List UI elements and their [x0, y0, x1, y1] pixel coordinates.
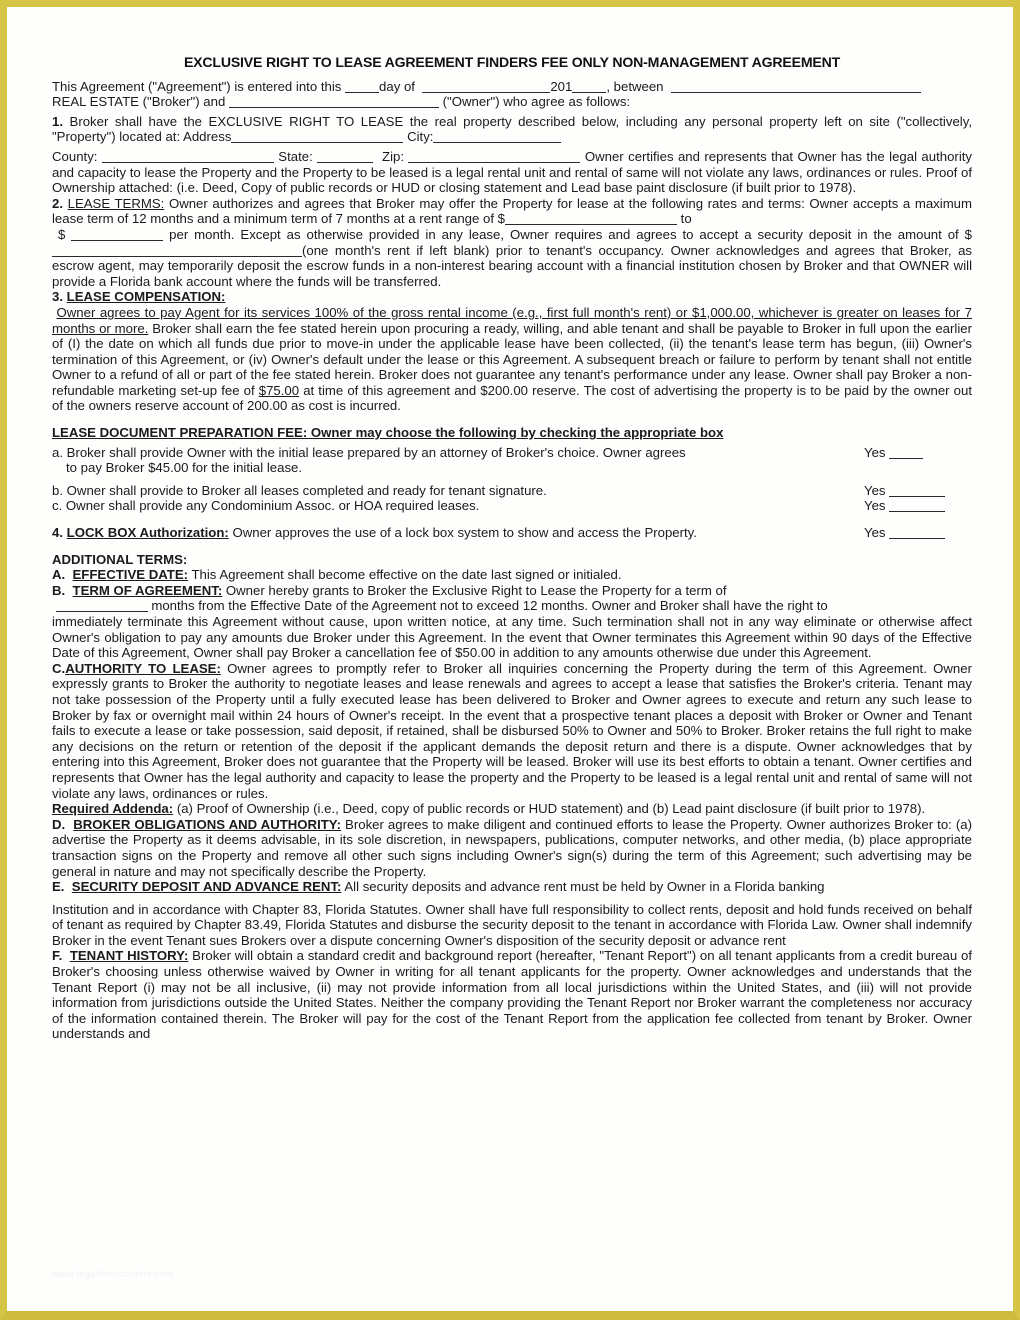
clause-2-text-b: to — [680, 211, 692, 227]
intro-line2-b: ("Owner") who agree as follows: — [442, 94, 631, 110]
term-a-heading: EFFECTIVE DATE: — [72, 567, 189, 583]
prep-fee-item-c-text: c. Owner shall provide any Condominium Assoc. or HOA required leases. — [52, 498, 480, 514]
term-d — [52, 817, 972, 879]
prep-fee-item-c — [52, 498, 972, 514]
term-f-text: Broker will obtain a standard credit and background report (hereafter, "Tenant Report") on all tenant applicants from a credit bureau of Broker's choosing unless otherwise waived by Owner in writing for all tenant applicants for the property. Owner acknowledges and understands that the Tenant Report (i) may not be all inclusive, (ii) may not provide information from all local jurisdictions within the United States, and (iii) will not provide information from jurisdictions outside the United States. Neither the company providing the Tenant Report nor Broker warrant the completeness nor accuracy of the information contained therein. The Broker will pay for the cost of the Tenant Report from the application fee collected from tenant by Broker. Owner understands and — [52, 948, 973, 1042]
clause-2-text-d: (one month's rent if left blank) prior to tenant's occupancy. Owner acknowledges and agrees that Broker, as escrow agent, may temporarily deposit the escrow funds in a non-interest bearing account with a financial institution chosen by Broker and that OWNER will provide a Florida bank account where the funds will be transferred. — [52, 242, 972, 289]
prep-fee-heading-text: LEASE DOCUMENT PREPARATION FEE: Owner may choose the following by checking the appropriate box — [52, 425, 724, 441]
intro-paragraph — [52, 79, 972, 95]
prep-fee-item-a-text: a. Broker shall provide Owner with the initial lease prepared by an attorney of Broker's choice. Owner agrees — [52, 444, 686, 460]
intro-line1-b: day of — [379, 78, 415, 94]
term-d-heading: BROKER OBLIGATIONS AND AUTHORITY: — [73, 816, 342, 832]
term-c-text: Owner agrees to promptly refer to Broker all inquiries concerning the Property during the term of this Agreement. Owner expressly grants to Broker the authority to negotiate leases and lease renewals and agrees to accept a lease that satisfies the Broker's criteria. Tenant may not take possession of the Property until a fully executed lease has been delivered to Broker and Owner agrees to execute and return any such lease to Broker by fax or overnight mail within 24 hours of Owner's receipt. In the event that a prospective tenant places a deposit with Broker or Owner and Tenant fails to execute a lease or take possession, said deposit, if retained, shall be disbursed 50% to Owner and 50% to Broker. Broker retains the full right to make any decisions on the return or retention of the deposit if the applicant demands the deposit return and there is a dispute. Owner acknowledges that by entering into this Agreement, Broker does not guarantee that the Property will be leased. Broker will use its best efforts to obtain a tenant. Owner certifies and represents that Owner has the legal authority and capacity to lease the property and the Property to be leased is a legal rental unit and rental of same will not violate any laws, ordinances or rules. — [52, 660, 972, 801]
page-title: EXCLUSIVE RIGHT TO LEASE AGREEMENT FINDERS FEE ONLY NON-MANAGEMENT AGREEMENT — [183, 54, 841, 70]
clause-2-heading: LEASE TERMS: — [67, 195, 165, 211]
city-blank[interactable] — [433, 131, 561, 143]
clause-3-text-b: at time of this agreement and $200.00 reserve. The cost of advertising the property is to be paid by the owner out of the owners reserve account of 200.00 as cost is incurred. — [52, 382, 972, 414]
clause-4-text: Owner approves the use of a lock box system to show and access the Property. — [232, 525, 697, 541]
city-label: City: — [407, 129, 434, 145]
term-d-text: Broker agrees to make diligent and continued efforts to lease the Property. Owner authorizes Broker to: (a) advertise the Property as it deems advisable, in its sole discretion, in newspapers, publications, computer networks, and other media, (b) place appropriate transaction signs on the Property and remove all other such signs including Owner's sign(s) during the term of this Agreement; such advertising may be general in nature and may not specifically describe the Property. — [52, 816, 972, 879]
watermark: www.legalformsonline.com — [52, 1269, 175, 1280]
clause-1-number: 1. — [52, 113, 63, 129]
required-addenda-heading: Required Addenda: — [52, 801, 174, 817]
clause-2-paragraph — [52, 196, 972, 227]
term-a-letter: A. — [52, 567, 66, 583]
term-c-letter: C. — [52, 660, 66, 676]
term-b-line3 — [52, 614, 972, 661]
broker-name-blank[interactable] — [671, 81, 921, 93]
clause-1-paragraph — [52, 114, 972, 145]
additional-terms-heading — [52, 552, 972, 568]
intro-line2-a: REAL ESTATE ("Broker") and — [52, 94, 226, 110]
intro-paragraph-2 — [52, 94, 972, 110]
prep-fee-item-c-yes-label: Yes — [864, 498, 886, 514]
prep-fee-item-c-yes — [852, 498, 972, 514]
prep-fee-item-b — [52, 483, 972, 499]
prep-fee-item-b-yes-blank[interactable] — [889, 485, 945, 497]
intro-line1-a: This Agreement ("Agreement") is entered into this — [52, 78, 342, 94]
state-label: State: — [278, 148, 313, 164]
prep-fee-item-a-text2: to pay Broker $45.00 for the initial lease. — [66, 460, 303, 476]
county-blank[interactable] — [102, 151, 274, 163]
address-blank[interactable] — [231, 131, 403, 143]
additional-terms-heading-text: ADDITIONAL TERMS: — [52, 551, 188, 567]
clause-4-number: 4. — [52, 525, 63, 541]
zip-blank[interactable] — [408, 151, 580, 163]
term-f — [52, 948, 972, 1042]
term-b-heading: TERM OF AGREEMENT: — [72, 582, 223, 598]
clause-3-fee-amount: $75.00 — [258, 382, 300, 398]
prep-fee-item-b-text: b. Owner shall provide to Broker all leases completed and ready for tenant signature. — [52, 482, 547, 498]
clause-1-text-b: Owner certifies and represents that Owner has the legal authority and capacity to lease the Property and the Property to be leased is a legal rental unit and rental of same will not violate any laws, ordinances or rules. Proof of Ownership attached: (i.e. Deed, Copy of public records or HUD or closing statement and Lead base paint disclosure (if built prior to 1978). — [52, 148, 973, 196]
term-months-blank[interactable] — [56, 600, 148, 612]
prep-fee-item-c-yes-blank[interactable] — [889, 500, 945, 512]
term-f-heading: TENANT HISTORY: — [69, 948, 189, 964]
clause-2-dollar-sign: $ — [57, 226, 66, 242]
clause-4-text-block — [52, 525, 697, 541]
term-e-text-a: All security deposits and advance rent must be held by Owner in a Florida banking — [344, 879, 825, 895]
term-b-text-c: immediately terminate this Agreement without cause, upon written notice, at any time. Such termination shall not in any way eliminate or otherwise affect Owner's obligation to pay any amounts due Broker under this Agreement. In the event that Owner terminates this Agreement within 90 days of the Effective Date of this Agreement, Owner shall pay Broker a cancellation fee of $50.00 in addition to any amounts otherwise due under this Agreement. — [52, 614, 972, 661]
year-blank[interactable] — [572, 81, 606, 93]
clause-4-yes-label: Yes — [864, 525, 886, 541]
term-b-text-b: months from the Effective Date of the Agreement not to exceed 12 months. Owner and Broker shall have the right to — [151, 598, 828, 614]
intro-line1-d: , between — [606, 78, 664, 94]
intro-line1-c: 201 — [550, 78, 573, 94]
prep-fee-item-a-yes-blank[interactable] — [889, 447, 923, 459]
clause-3-underlined-text: Owner agrees to pay Agent for its services 100% of the gross rental income (e.g., first full month's rent) or $1,000.00, whichever is greater on leases for 7 months or more. — [52, 304, 972, 336]
term-c — [52, 661, 972, 801]
term-a-text: This Agreement shall become effective on the date last signed or initialed. — [191, 567, 622, 583]
clause-3-number: 3. — [52, 289, 63, 305]
document-body — [52, 55, 972, 1042]
clause-1-paragraph-2 — [52, 149, 972, 196]
owner-name-blank[interactable] — [229, 96, 439, 108]
clause-2-number: 2. — [52, 195, 63, 211]
required-addenda — [52, 801, 972, 817]
term-b-letter: B. — [52, 582, 66, 598]
document-page — [7, 7, 1013, 1311]
clause-1-text-a: Broker shall have the EXCLUSIVE RIGHT TO LEASE the real property described below, including any personal property left on site ("collectively, "Property") located at: Address — [52, 113, 972, 145]
term-b — [52, 583, 972, 599]
clause-2-paragraph-2 — [52, 227, 972, 289]
required-addenda-text: (a) Proof of Ownership (i.e., Deed, copy of public records or HUD statement) and (b) Lead paint disclosure (if built prior to 1978). — [176, 801, 926, 817]
prep-fee-heading — [52, 425, 972, 441]
day-blank[interactable] — [345, 81, 379, 93]
term-b-text-a: Owner hereby grants to Broker the Exclusive Right to Lease the Property for a term of — [225, 582, 727, 598]
term-b-line2 — [52, 598, 972, 614]
prep-fee-item-a-text-block — [52, 445, 686, 476]
prep-fee-item-a-yes — [852, 445, 972, 461]
term-a — [52, 567, 972, 583]
month-blank[interactable] — [422, 81, 550, 93]
prep-fee-item-c-text-block — [52, 498, 479, 514]
term-e-body — [52, 902, 972, 949]
clause-4-yes — [852, 525, 972, 541]
rent-range-low-blank[interactable] — [505, 213, 677, 225]
rent-range-high-blank[interactable] — [71, 229, 163, 241]
term-c-heading: AUTHORITY TO LEASE: — [65, 660, 221, 676]
term-d-letter: D. — [52, 816, 66, 832]
term-e-letter: E. — [52, 879, 65, 895]
term-e-text-b: Institution and in accordance with Chapter 83, Florida Statutes. Owner shall have full responsibility to collect rents, deposit and hold funds received on behalf of tenant as required by Chapter 83.49, Florida Statutes and disburse the security deposit to the tenant in accordance with Florida Law. Owner shall indemnify Broker in the event Tenant sues Brokers over a dispute concerning Owner's disposition of the security deposit or advance rent — [52, 901, 972, 948]
prep-fee-item-b-yes — [852, 483, 972, 499]
state-blank[interactable] — [317, 151, 373, 163]
term-e — [52, 879, 972, 895]
clause-3-heading: LEASE COMPENSATION: — [66, 289, 226, 305]
county-label: County: — [52, 148, 98, 164]
clause-4-row — [52, 525, 972, 541]
prep-fee-item-a — [52, 445, 972, 476]
clause-3-text-a: Broker shall earn the fee stated herein upon procuring a ready, willing, and able tenant and shall be payable to Broker in full upon the earlier of (I) the date on which all funds due prior to move-in under the applicable lease have been collected, (ii) the tenant's lease term has begun, (iii) Owner's termination of this Agreement, or (iv) Owner's default under the lease or this Agreement. A subsequent breach or failure to perform by tenant shall not entitle Owner to a refund of all or part of the fee stated herein. Broker does not guarantee any tenant's performance under any lease. Owner shall pay Broker a non-refundable marketing set-up fee of — [52, 320, 972, 398]
clause-3-heading-line — [52, 289, 972, 305]
term-e-heading: SECURITY DEPOSIT AND ADVANCE RENT: — [71, 879, 342, 895]
term-f-letter: F. — [52, 948, 63, 964]
clause-2-text-a: Owner authorizes and agrees that Broker may offer the Property for lease at the following rates and terms: Owner accepts a maximum lease term of 12 months and a minimum term of 7 months at a rent range of $ — [52, 195, 973, 227]
prep-fee-item-b-text-block — [52, 483, 547, 499]
zip-label: Zip: — [382, 148, 404, 164]
prep-fee-item-a-yes-label: Yes — [864, 444, 886, 460]
clause-4-heading: LOCK BOX Authorization: — [66, 525, 229, 541]
clause-3-paragraph — [52, 305, 972, 414]
clause-4-yes-blank[interactable] — [889, 527, 945, 539]
prep-fee-item-b-yes-label: Yes — [864, 482, 886, 498]
security-deposit-blank[interactable] — [52, 245, 302, 257]
clause-2-text-c: per month. Except as otherwise provided in any lease, Owner requires and agrees to accept a security deposit in the amount of $ — [169, 226, 972, 242]
